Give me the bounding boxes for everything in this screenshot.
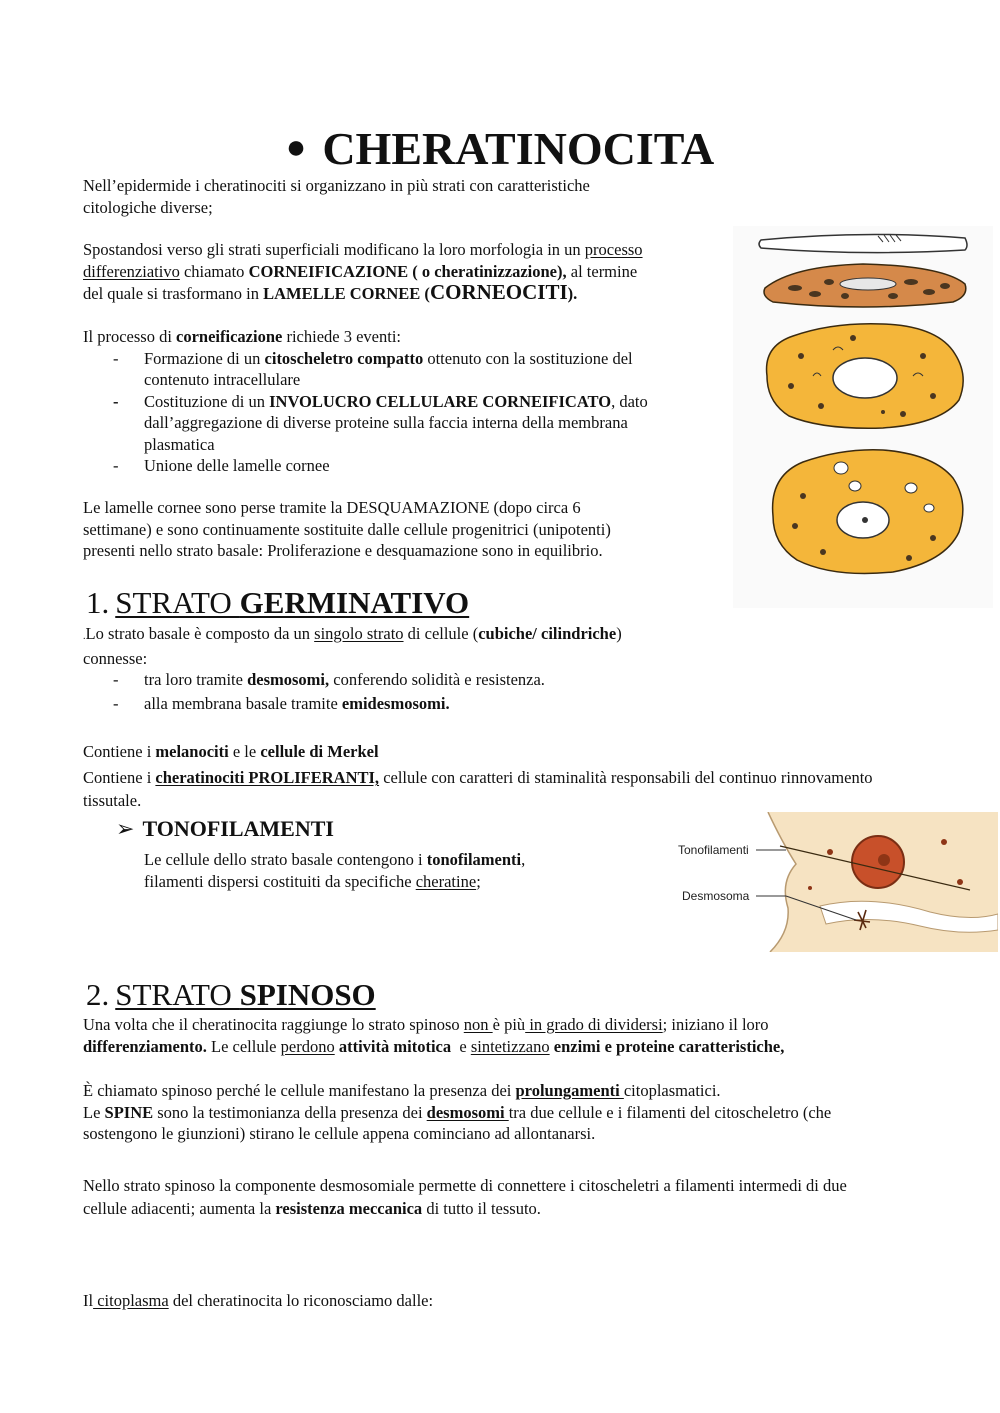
text: richiede 3 eventi: — [282, 327, 401, 346]
dash-bullet: - — [113, 348, 119, 368]
arrow-bullet-icon: ➢ — [116, 816, 135, 841]
intro-p1-line1: Nell’epidermide i cheratinociti si organizzano in più strati con caratteristiche — [83, 176, 590, 195]
bold-text: desmosomi, — [247, 670, 330, 689]
bold-underlined-text: cheratinociti PROLIFERANTI, — [155, 768, 380, 787]
intro-p1-line2: citologiche diverse; — [83, 197, 213, 217]
underlined-text: in grado di dividersi — [525, 1015, 663, 1034]
dash-bullet: - — [113, 456, 119, 475]
page-title — [0, 118, 1000, 179]
corneification-figure — [733, 226, 993, 608]
connections-list — [83, 669, 783, 714]
intro-paragraph-4 — [83, 497, 733, 562]
title-text: CHERATINOCITA — [322, 123, 715, 174]
section-number: 1. — [86, 585, 110, 620]
bold-text: enzimi e proteine caratteristiche, — [553, 1036, 785, 1056]
underlined-text: singolo strato — [314, 624, 404, 643]
bold-text: SPINE — [104, 1102, 154, 1122]
spinoso-paragraph-4 — [83, 1290, 983, 1312]
text: dall’aggregazione di diverse proteine sulla faccia interna della membrana — [144, 413, 628, 432]
bold-text: cellule di Merkel — [260, 742, 379, 761]
bold-text: GERMINATIVO — [239, 585, 470, 620]
intro-p2-line2 — [83, 261, 733, 283]
underlined-text: cheratine — [415, 871, 477, 891]
intro-paragraph-3 — [83, 326, 733, 477]
text: Le — [83, 1102, 105, 1122]
germinativo-paragraph-3 — [83, 766, 983, 812]
tonofilamenti-paragraph — [144, 849, 624, 892]
underlined-text: perdono — [280, 1036, 335, 1056]
bold-text: tonofilamenti — [426, 850, 522, 869]
text: Costituzione di un — [144, 391, 270, 411]
text: Le cellule dello strato basale contengono i — [144, 850, 427, 869]
text: , — [521, 850, 526, 869]
spinoso-paragraph-2 — [83, 1080, 983, 1145]
underlined-text: processo — [584, 240, 643, 259]
text-line: Nello strato spinoso la componente desmosomiale permette di connettere i citoscheletri a filamenti intermedi di due — [83, 1176, 847, 1195]
text-line: Le lamelle cornee sono perse tramite la DESQUAMAZIONE (dopo circa 6 — [83, 498, 581, 517]
bold-text: emidesmosomi. — [341, 693, 450, 713]
spinoso-paragraph-3 — [83, 1174, 993, 1220]
text: citoplasmatici. — [623, 1081, 721, 1100]
subheading-tonofilamenti — [116, 815, 334, 843]
list-item — [83, 455, 733, 477]
germinativo-paragraph-2 — [83, 741, 983, 763]
text: plasmatica — [144, 434, 215, 454]
dash-bullet: - — [113, 693, 119, 713]
text: al termine — [566, 261, 638, 281]
text-line: presenti nello strato basale: Proliferazione e desquamazione sono in equilibrio. — [83, 541, 603, 560]
section-title — [115, 585, 469, 620]
text: chiamato — [179, 261, 249, 281]
text: Contiene i — [83, 768, 156, 787]
text-line — [83, 1080, 983, 1102]
section-number: 2. — [86, 977, 110, 1012]
text: ; iniziano il loro — [662, 1015, 769, 1034]
text: Formazione di un — [144, 348, 265, 368]
spinoso-paragraph-1 — [83, 1014, 983, 1057]
text: cellule adiacenti; aumenta la — [83, 1199, 276, 1218]
text: È chiamato spinoso perché le cellule manifestano la presenza dei — [83, 1081, 516, 1100]
text: del cheratinocita lo riconosciamo dalle: — [168, 1291, 434, 1310]
intro-p3-line — [83, 326, 733, 348]
text-line: settimane) e sono continuamente sostituite dalle cellule progenitrici (unipotenti) — [83, 519, 611, 539]
text-line — [144, 849, 624, 871]
text: Una volta che il cheratinocita raggiunge lo strato spinoso — [83, 1015, 464, 1034]
text: è più — [492, 1015, 526, 1034]
bold-text: differenziamento. — [83, 1036, 207, 1056]
underlined-text: sintetizzano — [470, 1036, 550, 1056]
bold-text: LAMELLE CORNEE ( — [263, 284, 430, 303]
section-heading-spinoso — [86, 976, 376, 1014]
bold-text: corneificazione — [176, 327, 283, 346]
underlined-text: citoplasma — [93, 1291, 169, 1310]
section-title — [115, 977, 375, 1012]
bold-large-text: CORNEOCITI — [429, 280, 568, 304]
tonofilament-illustration — [640, 812, 998, 952]
text: Lo strato basale è composto da un — [85, 624, 315, 643]
text: Le cellule — [206, 1036, 281, 1056]
list-item — [83, 391, 733, 456]
text: del quale si trasformano in — [83, 284, 264, 303]
underlined-text: non — [463, 1015, 493, 1034]
text: conferendo solidità e resistenza. — [329, 670, 545, 689]
subheading-text: TONOFILAMENTI — [142, 816, 334, 841]
intro-paragraph-1 — [83, 175, 723, 218]
text: sono la testimonianza della presenza dei — [153, 1102, 427, 1122]
bold-text: citoscheletro compatto — [264, 348, 424, 368]
list-item — [83, 348, 733, 391]
text-line — [83, 1036, 983, 1058]
text: STRATO — [115, 585, 240, 620]
text: STRATO — [115, 977, 240, 1012]
section-heading-germinativo — [86, 584, 469, 622]
text-line — [144, 871, 624, 893]
text: tra due cellule e i filamenti del citoscheletro (che — [508, 1102, 832, 1122]
tonofilamenti-label: Tonofilamenti — [678, 843, 749, 857]
text: , dato — [611, 391, 648, 411]
text-line — [83, 1197, 993, 1220]
title-bullet: ● — [285, 129, 307, 166]
tonofilament-figure — [640, 812, 998, 952]
corneification-events-list — [83, 348, 733, 477]
list-item — [83, 693, 783, 715]
text: filamenti dispersi costituiti da specifiche — [144, 871, 416, 891]
bold-text: CORNEIFICAZIONE ( o cheratinizzazione), — [248, 261, 567, 281]
text: Unione delle lamelle cornee — [144, 456, 330, 475]
bold-underlined-text: desmosomi — [426, 1102, 509, 1122]
list-item — [83, 669, 783, 691]
text: ) — [616, 624, 622, 643]
text: . — [83, 631, 86, 642]
text-line: tissutale. — [83, 791, 142, 810]
bold-text: resistenza meccanica — [275, 1199, 423, 1218]
text: tra loro tramite — [144, 670, 248, 689]
bold-text: ). — [567, 284, 578, 303]
text: cellule con caratteri di staminalità responsabili del continuo rinnovamento — [379, 768, 873, 787]
bold-text: attività mitotica — [338, 1036, 452, 1056]
text: contenuto intracellulare — [144, 370, 301, 389]
dash-bullet: - — [113, 391, 119, 411]
bold-underlined-text: prolungamenti — [515, 1081, 624, 1100]
text-line — [83, 766, 983, 789]
text-line: connesse: — [83, 648, 148, 668]
text: Il — [83, 1291, 94, 1310]
intro-p2-line3 — [83, 282, 733, 305]
underlined-text: differenziativo — [83, 261, 180, 281]
dash-bullet: - — [113, 670, 119, 689]
text-line — [83, 1102, 983, 1124]
text-line — [83, 1014, 983, 1036]
corneification-illustration — [733, 226, 993, 608]
desmosoma-label: Desmosoma — [682, 889, 750, 903]
text: ; — [476, 871, 481, 891]
text: Spostandosi verso gli strati superficiali modificano la loro morfologia in un — [83, 240, 585, 259]
text: di tutto il tessuto. — [422, 1199, 541, 1218]
bold-text: INVOLUCRO CELLULARE CORNEIFICATO — [269, 391, 612, 411]
text: ottenuto con la sostituzione del — [423, 348, 633, 368]
intro-paragraph-2 — [83, 239, 733, 305]
text: alla membrana basale tramite — [144, 693, 342, 713]
germinativo-paragraph-1 — [83, 623, 783, 714]
text: Contiene i — [83, 742, 156, 761]
text: Il processo di — [83, 327, 177, 346]
text: di cellule ( — [403, 624, 479, 643]
bold-text: melanociti — [155, 742, 229, 761]
text-line — [83, 623, 783, 648]
bold-text: SPINOSO — [239, 977, 376, 1012]
text: e — [451, 1036, 471, 1056]
text-line: sostengono le giunzioni) stirano le cellule appena cominciano ad allontanarsi. — [83, 1124, 596, 1143]
text: e le — [228, 742, 261, 761]
intro-p2-line1 — [83, 239, 733, 261]
bold-text: cubiche/ cilindriche — [478, 624, 617, 643]
